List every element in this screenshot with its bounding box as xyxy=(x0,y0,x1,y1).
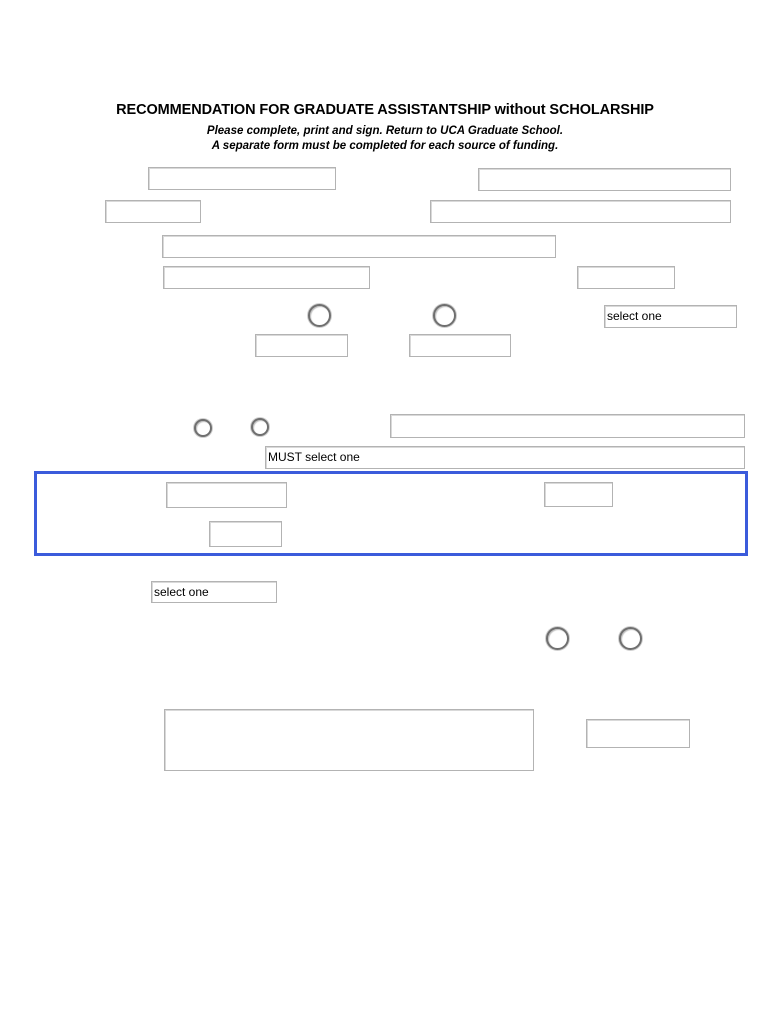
funding-section-box xyxy=(34,471,748,556)
radio-option-1[interactable] xyxy=(308,304,331,327)
signature-date-field[interactable] xyxy=(586,719,690,748)
radio-bottom-2[interactable] xyxy=(619,627,642,650)
student-id-field[interactable] xyxy=(478,168,731,191)
radio-no[interactable] xyxy=(251,418,269,436)
city-field[interactable] xyxy=(163,266,370,289)
address-field[interactable] xyxy=(162,235,556,258)
end-date-field[interactable] xyxy=(409,334,511,357)
student-name-field[interactable] xyxy=(148,167,336,190)
radio-yes[interactable] xyxy=(194,419,212,437)
hours-field[interactable] xyxy=(209,521,282,547)
form-funding-note: A separate form must be completed for each source of funding. xyxy=(211,140,559,152)
phone-field[interactable] xyxy=(105,200,201,223)
zip-field[interactable] xyxy=(577,266,675,289)
amount-field[interactable] xyxy=(544,482,613,507)
department-field[interactable] xyxy=(390,414,745,438)
radio-option-2[interactable] xyxy=(433,304,456,327)
radio-bottom-1[interactable] xyxy=(546,627,569,650)
form-title: RECOMMENDATION FOR GRADUATE ASSISTANTSHIP without SCHOLARSHIP xyxy=(116,102,654,118)
account-number-field[interactable] xyxy=(166,482,287,508)
select-one-dropdown-bottom[interactable]: select one xyxy=(151,581,277,603)
signature-field[interactable] xyxy=(164,709,534,771)
email-field[interactable] xyxy=(430,200,731,223)
select-one-dropdown-top[interactable]: select one xyxy=(604,305,737,328)
start-date-field[interactable] xyxy=(255,334,348,357)
form-instructions: Please complete, print and sign. Return to UCA Graduate School. xyxy=(206,125,564,137)
must-select-dropdown[interactable]: MUST select one xyxy=(265,446,745,469)
